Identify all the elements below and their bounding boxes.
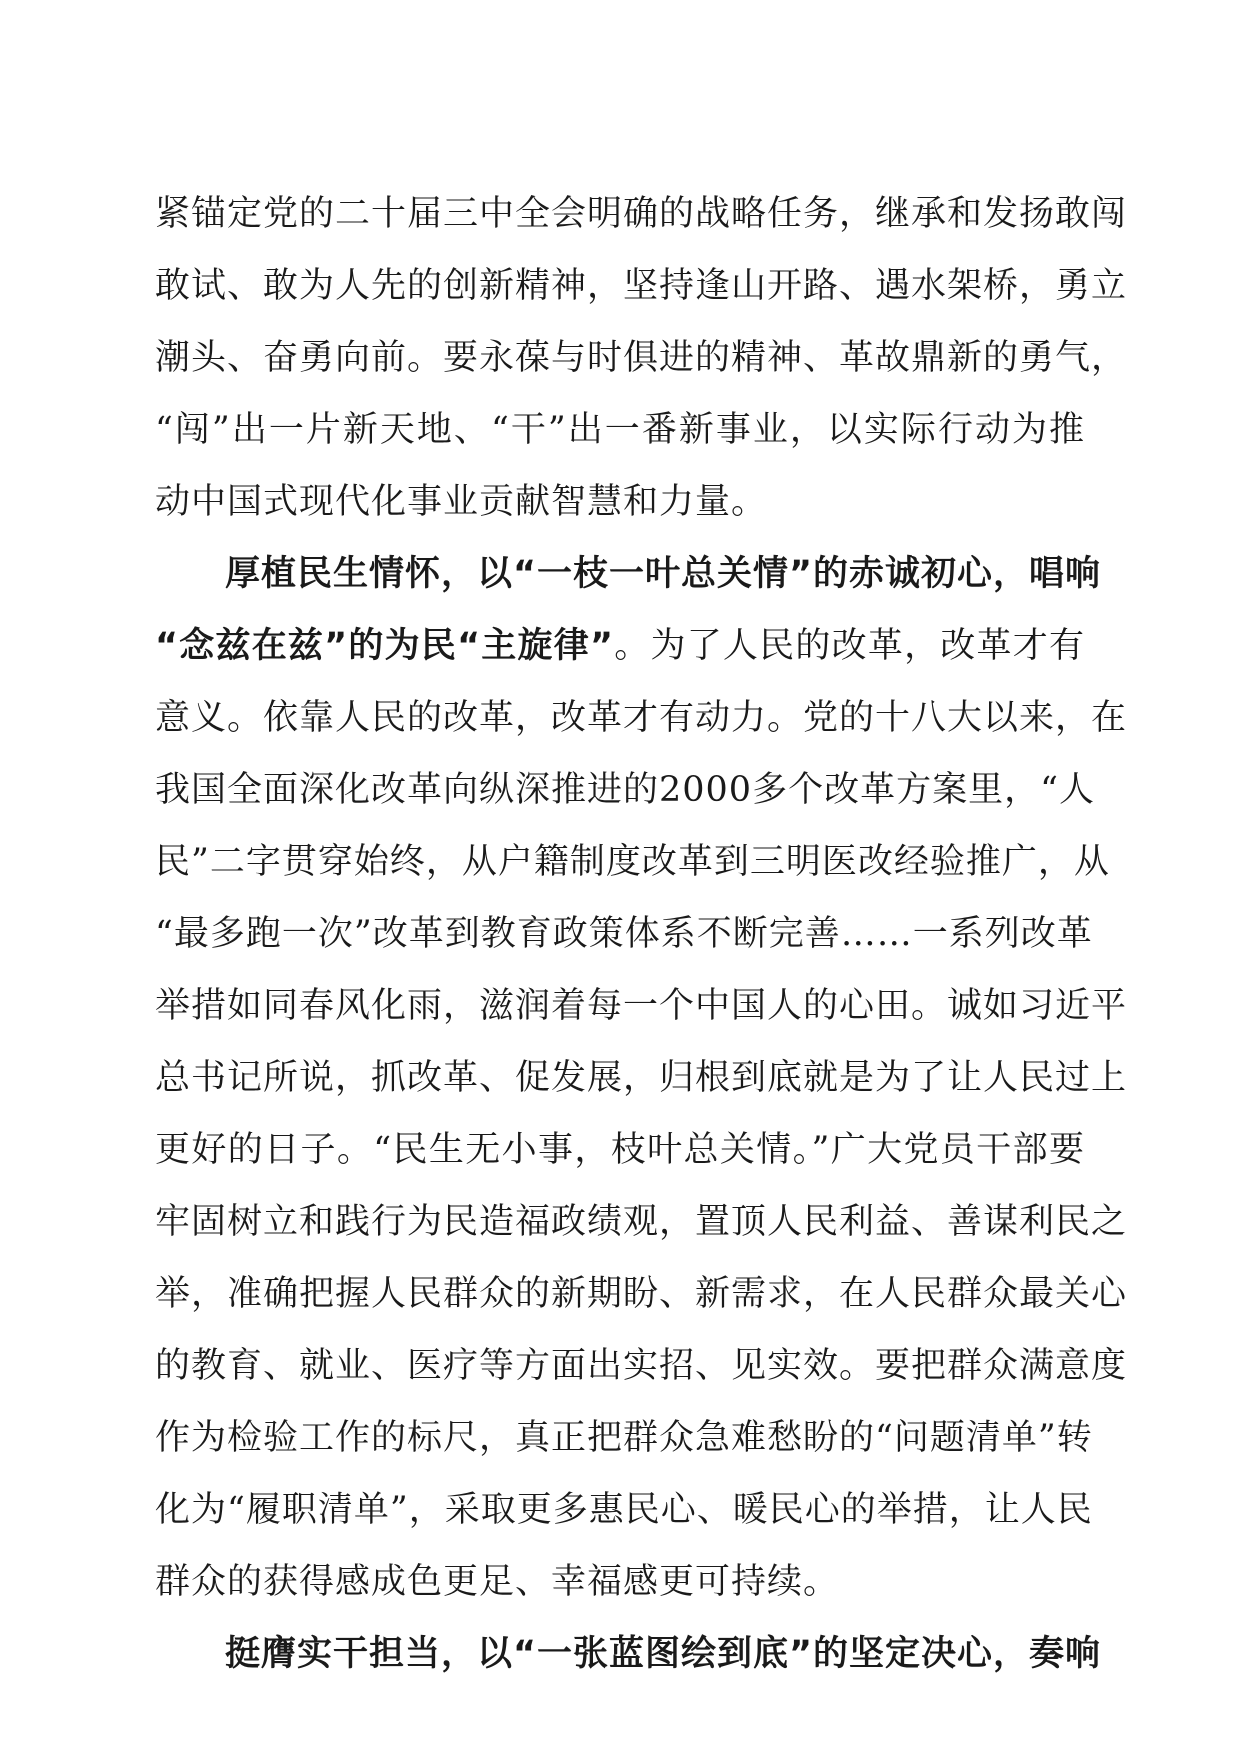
- paragraph-2: [155, 538, 1128, 1618]
- paragraph-line: [155, 610, 1085, 682]
- paragraph-line: 我国全面深化改革向纵深推进的2000多个改革方案里，“人: [155, 770, 1095, 810]
- document-body: [155, 178, 1128, 1690]
- paragraph-line: 总书记所说，抓改革、促发展，归根到底就是为了让人民过上: [155, 1058, 1128, 1098]
- paragraph-line: 的教育、就业、医疗等方面出实招、见实效。要把群众满意度: [155, 1346, 1128, 1386]
- paragraph-line: 化为“履职清单”，采取更多惠民心、暖民心的举措，让人民: [155, 1490, 1093, 1530]
- paragraph-line: 动中国式现代化事业贡献智慧和力量。: [155, 482, 768, 522]
- paragraph-line: 群众的获得感成色更足、幸福感更可持续。: [155, 1562, 840, 1602]
- section-heading: 挺膺实干担当，以“一张蓝图绘到底”的坚定决心，奏响: [225, 1634, 1102, 1674]
- paragraph-line: 作为检验工作的标尺，真正把群众急难愁盼的“问题清单”转: [155, 1418, 1093, 1458]
- paragraph-line: 牢固树立和践行为民造福政绩观，置顶人民利益、善谋利民之: [155, 1202, 1128, 1242]
- paragraph-line: 潮头、奋勇向前。要永葆与时俱进的精神、革故鼎新的勇气，: [155, 338, 1128, 378]
- paragraph-line: 意义。依靠人民的改革，改革才有动力。党的十八大以来，在: [155, 698, 1128, 738]
- paragraph-line: “闯”出一片新天地、“干”出一番新事业，以实际行动为推: [155, 410, 1085, 450]
- paragraph-line: 举措如同春风化雨，滋润着每一个中国人的心田。诚如习近平: [155, 986, 1128, 1026]
- paragraph-line: 更好的日子。“民生无小事，枝叶总关情。”广大党员干部要: [155, 1130, 1085, 1170]
- paragraph-line: 紧锚定党的二十届三中全会明确的战略任务，继承和发扬敢闯: [155, 194, 1128, 234]
- section-heading-continuation: “念兹在兹”的为民“主旋律”: [155, 626, 614, 666]
- paragraph-line: 举，准确把握人民群众的新期盼、新需求，在人民群众最关心: [155, 1274, 1128, 1314]
- paragraph-line: 民”二字贯穿始终，从户籍制度改革到三明医改经验推广，从: [155, 842, 1110, 882]
- paragraph-text: 。为了人民的改革，改革才有: [614, 626, 1085, 666]
- paragraph-3: [155, 1618, 1102, 1690]
- paragraph-line: “最多跑一次”改革到教育政策体系不断完善……一系列改革: [155, 914, 1093, 954]
- paragraph-1: [155, 178, 1128, 538]
- section-heading: 厚植民生情怀，以“一枝一叶总关情”的赤诚初心，唱响: [225, 554, 1102, 594]
- paragraph-line: 敢试、敢为人先的创新精神，坚持逢山开路、遇水架桥，勇立: [155, 266, 1128, 306]
